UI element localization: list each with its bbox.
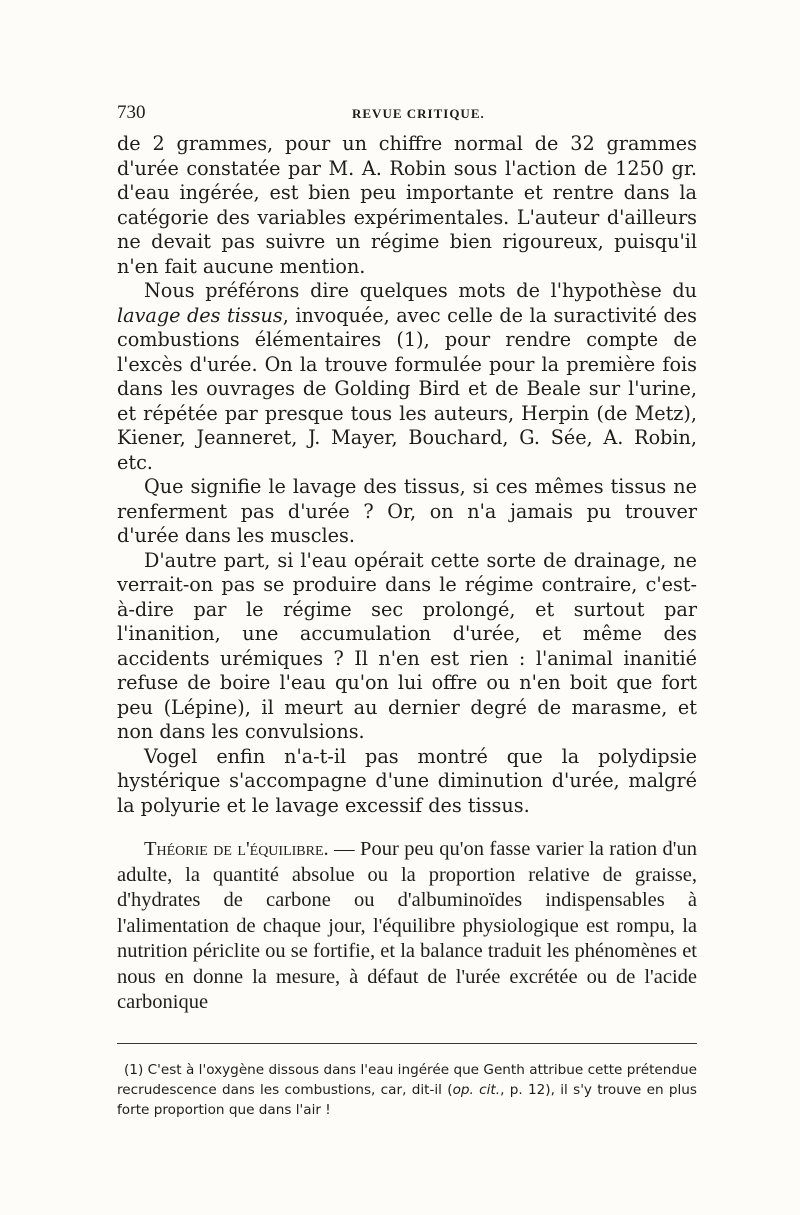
paragraph-text: de 2 grammes, pour un chiffre normal de 32 grammes d'urée constatée par M. A. Robin sous l'action de 1250 gr. d'eau ingérée, est bien peu importante et rentre dans la catégorie des variables expérimentales. L'auteur d'ailleurs ne devait pas suivre un régime bien rigoureux, puisqu'il n'en fait aucune mention.	[117, 132, 697, 278]
paragraph-question	[117, 475, 697, 549]
footnote-text: (1) C'est à l'oxygène dissous dans l'eau ingérée que Genth attribue cette prétendue recrudescence dans les combustions, car, dit-il (	[117, 1062, 697, 1098]
paragraph-text: Nous préférons dire quelques mots de l'hypothèse du	[144, 279, 697, 302]
footnote-italic-reference: op. cit.	[452, 1082, 501, 1098]
paragraph-text: — Pour peu qu'on fasse varier la ration d'un adulte, la quantité absolue ou la proportion relative de graisse, d'hydrates de carbone ou d'albuminoïdes indispensables à l'alimentation de chaque jour, l'équilibre physiologique est rompu, la nutrition périclite ou se fortifie, et la balance traduit les phénomènes et nous en donne la mesure, à défaut de l'urée excrétée ou de l'acide carbonique	[117, 838, 697, 1013]
paragraph-text: Que signifie le lavage des tissus, si ces mêmes tissus ne renferment pas d'urée ? Or, on n'a jamais pu trouver d'urée dans les muscles.	[117, 475, 697, 547]
paragraph-theory-equilibrium	[117, 837, 697, 1016]
footnote	[117, 1060, 697, 1120]
page-number: 730	[117, 102, 146, 123]
footnote-rule	[117, 1043, 697, 1044]
paragraph-text: Vogel enfin n'a-t-il pas montré que la polydipsie hystérique s'accompagne d'une diminution d'urée, malgré la polyurie et le lavage excessif des tissus.	[117, 744, 697, 817]
footnote-text: , p. 12), il s'y trouve en plus forte proportion que dans l'air !	[117, 1082, 698, 1118]
page-header	[117, 100, 697, 130]
paragraph-drainage	[117, 549, 697, 745]
paragraph-vogel	[117, 745, 697, 819]
running-title: REVUE CRITIQUE.	[352, 106, 485, 121]
section-heading: Théorie de l'équilibre.	[144, 838, 329, 860]
italic-term: lavage des tissus	[117, 303, 283, 327]
paragraph-text: D'autre part, si l'eau opérait cette sorte de drainage, ne verrait-on pas se produire dans le régime contraire, c'est-à-dire par le régime sec prolongé, et surtout par l'inanition, une accumulation d'urée, et même des accidents urémiques ? Il n'en est rien : l'animal inanitié refuse de boire l'eau qu'on lui offre ou n'en boit que fort peu (Lépine), il meurt au dernier degré de marasme, et non dans les convulsions.	[117, 548, 697, 743]
paragraph-urea-comparison	[117, 132, 697, 279]
main-text	[117, 132, 697, 1016]
paragraph-tissue-washing	[117, 279, 697, 475]
paragraph-text: , invoquée, avec celle de la suractivité des combustions élémentaires (1), pour rendre compte de l'excès d'urée. On la trouve formulée pour la première fois dans les ouvrages de Golding Bird et de Beale sur l'urine, et répétée par presque tous les auteurs, Herpin (de Metz), Kiener, Jeanneret, J. Mayer, Bouchard, G. Sée, A. Robin, etc.	[117, 303, 698, 474]
